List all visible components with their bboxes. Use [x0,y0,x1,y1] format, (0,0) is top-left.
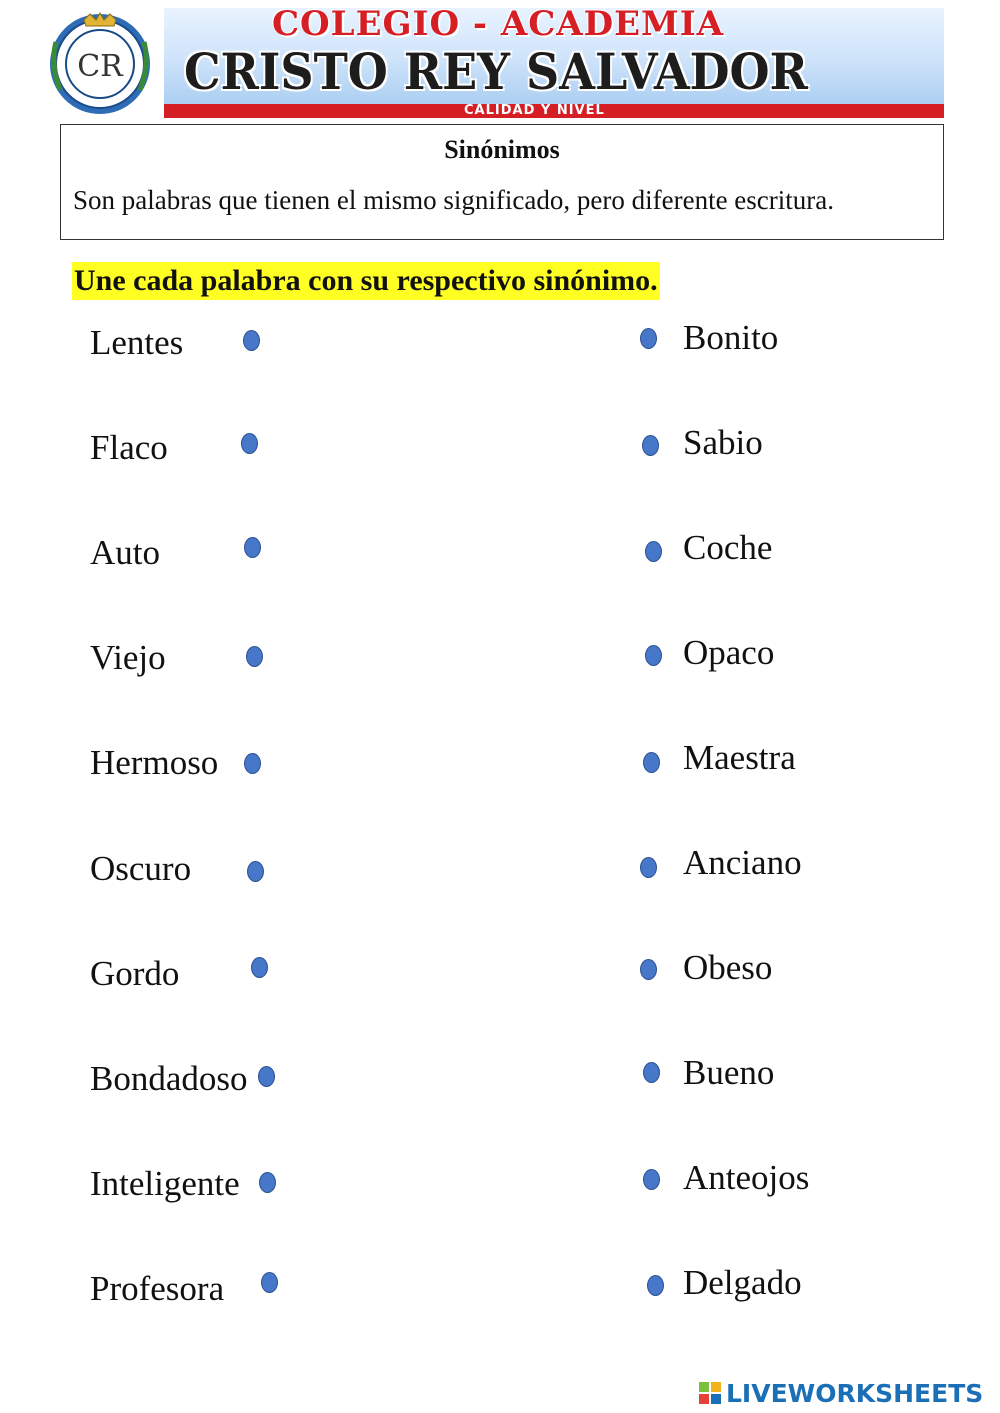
right-word-item: Bonito [683,318,779,357]
right-word-item: Anciano [683,843,802,882]
left-match-dot[interactable] [261,1272,278,1293]
liveworksheets-footer [698,1378,983,1408]
right-match-dot[interactable] [640,857,657,878]
definition-text: Son palabras que tienen el mismo significado, pero diferente escritura. [73,185,834,215]
left-word-item: Inteligente [90,1164,240,1203]
right-match-dot[interactable] [640,959,657,980]
left-match-dot[interactable] [244,753,261,774]
left-match-dot[interactable] [246,646,263,667]
school-banner [44,4,944,118]
right-word-item: Bueno [683,1053,775,1092]
right-word-item: Anteojos [683,1158,810,1197]
right-word-item: Sabio [683,423,763,462]
definition-title: Sinónimos [444,135,560,164]
left-match-dot[interactable] [243,330,260,351]
liveworksheets-logo-icon [698,1381,722,1405]
right-match-dot[interactable] [647,1275,664,1296]
left-word-item: Auto [90,533,160,572]
definition-box [60,124,944,240]
right-match-dot[interactable] [640,328,657,349]
right-match-dot[interactable] [645,645,662,666]
left-match-dot[interactable] [251,957,268,978]
right-match-dot[interactable] [642,435,659,456]
right-word-item: Coche [683,528,773,567]
left-match-dot[interactable] [258,1066,275,1087]
left-word-item: Profesora [90,1269,225,1308]
left-word-item: Viejo [90,638,166,677]
school-seal-icon [46,12,154,116]
left-match-dot[interactable] [241,433,258,454]
left-word-item: Flaco [90,428,168,467]
left-word-item: Hermoso [90,743,219,782]
left-word-item: Gordo [90,954,180,993]
left-word-item: Oscuro [90,849,192,888]
liveworksheets-brand: LIVEWORKSHEETS [726,1378,984,1408]
school-motto: CALIDAD Y NIVEL [464,103,605,118]
right-word-item: Obeso [683,948,773,987]
right-match-dot[interactable] [643,752,660,773]
right-word-item: Maestra [683,738,796,777]
left-match-dot[interactable] [259,1172,276,1193]
left-match-dot[interactable] [244,537,261,558]
instruction-text: Une cada palabra con su respectivo sinónimo. [72,262,660,300]
left-word-item: Bondadoso [90,1059,248,1098]
seal-letters: CR [77,49,123,84]
right-match-dot[interactable] [645,541,662,562]
right-match-dot[interactable] [643,1169,660,1190]
right-word-item: Opaco [683,633,775,672]
school-name-line1: COLEGIO - ACADEMIA [272,4,724,44]
left-match-dot[interactable] [247,861,264,882]
right-match-dot[interactable] [643,1062,660,1083]
right-word-item: Delgado [683,1263,802,1302]
school-name-line2: CRISTO REY SALVADOR [184,42,808,101]
left-word-item: Lentes [90,323,184,362]
